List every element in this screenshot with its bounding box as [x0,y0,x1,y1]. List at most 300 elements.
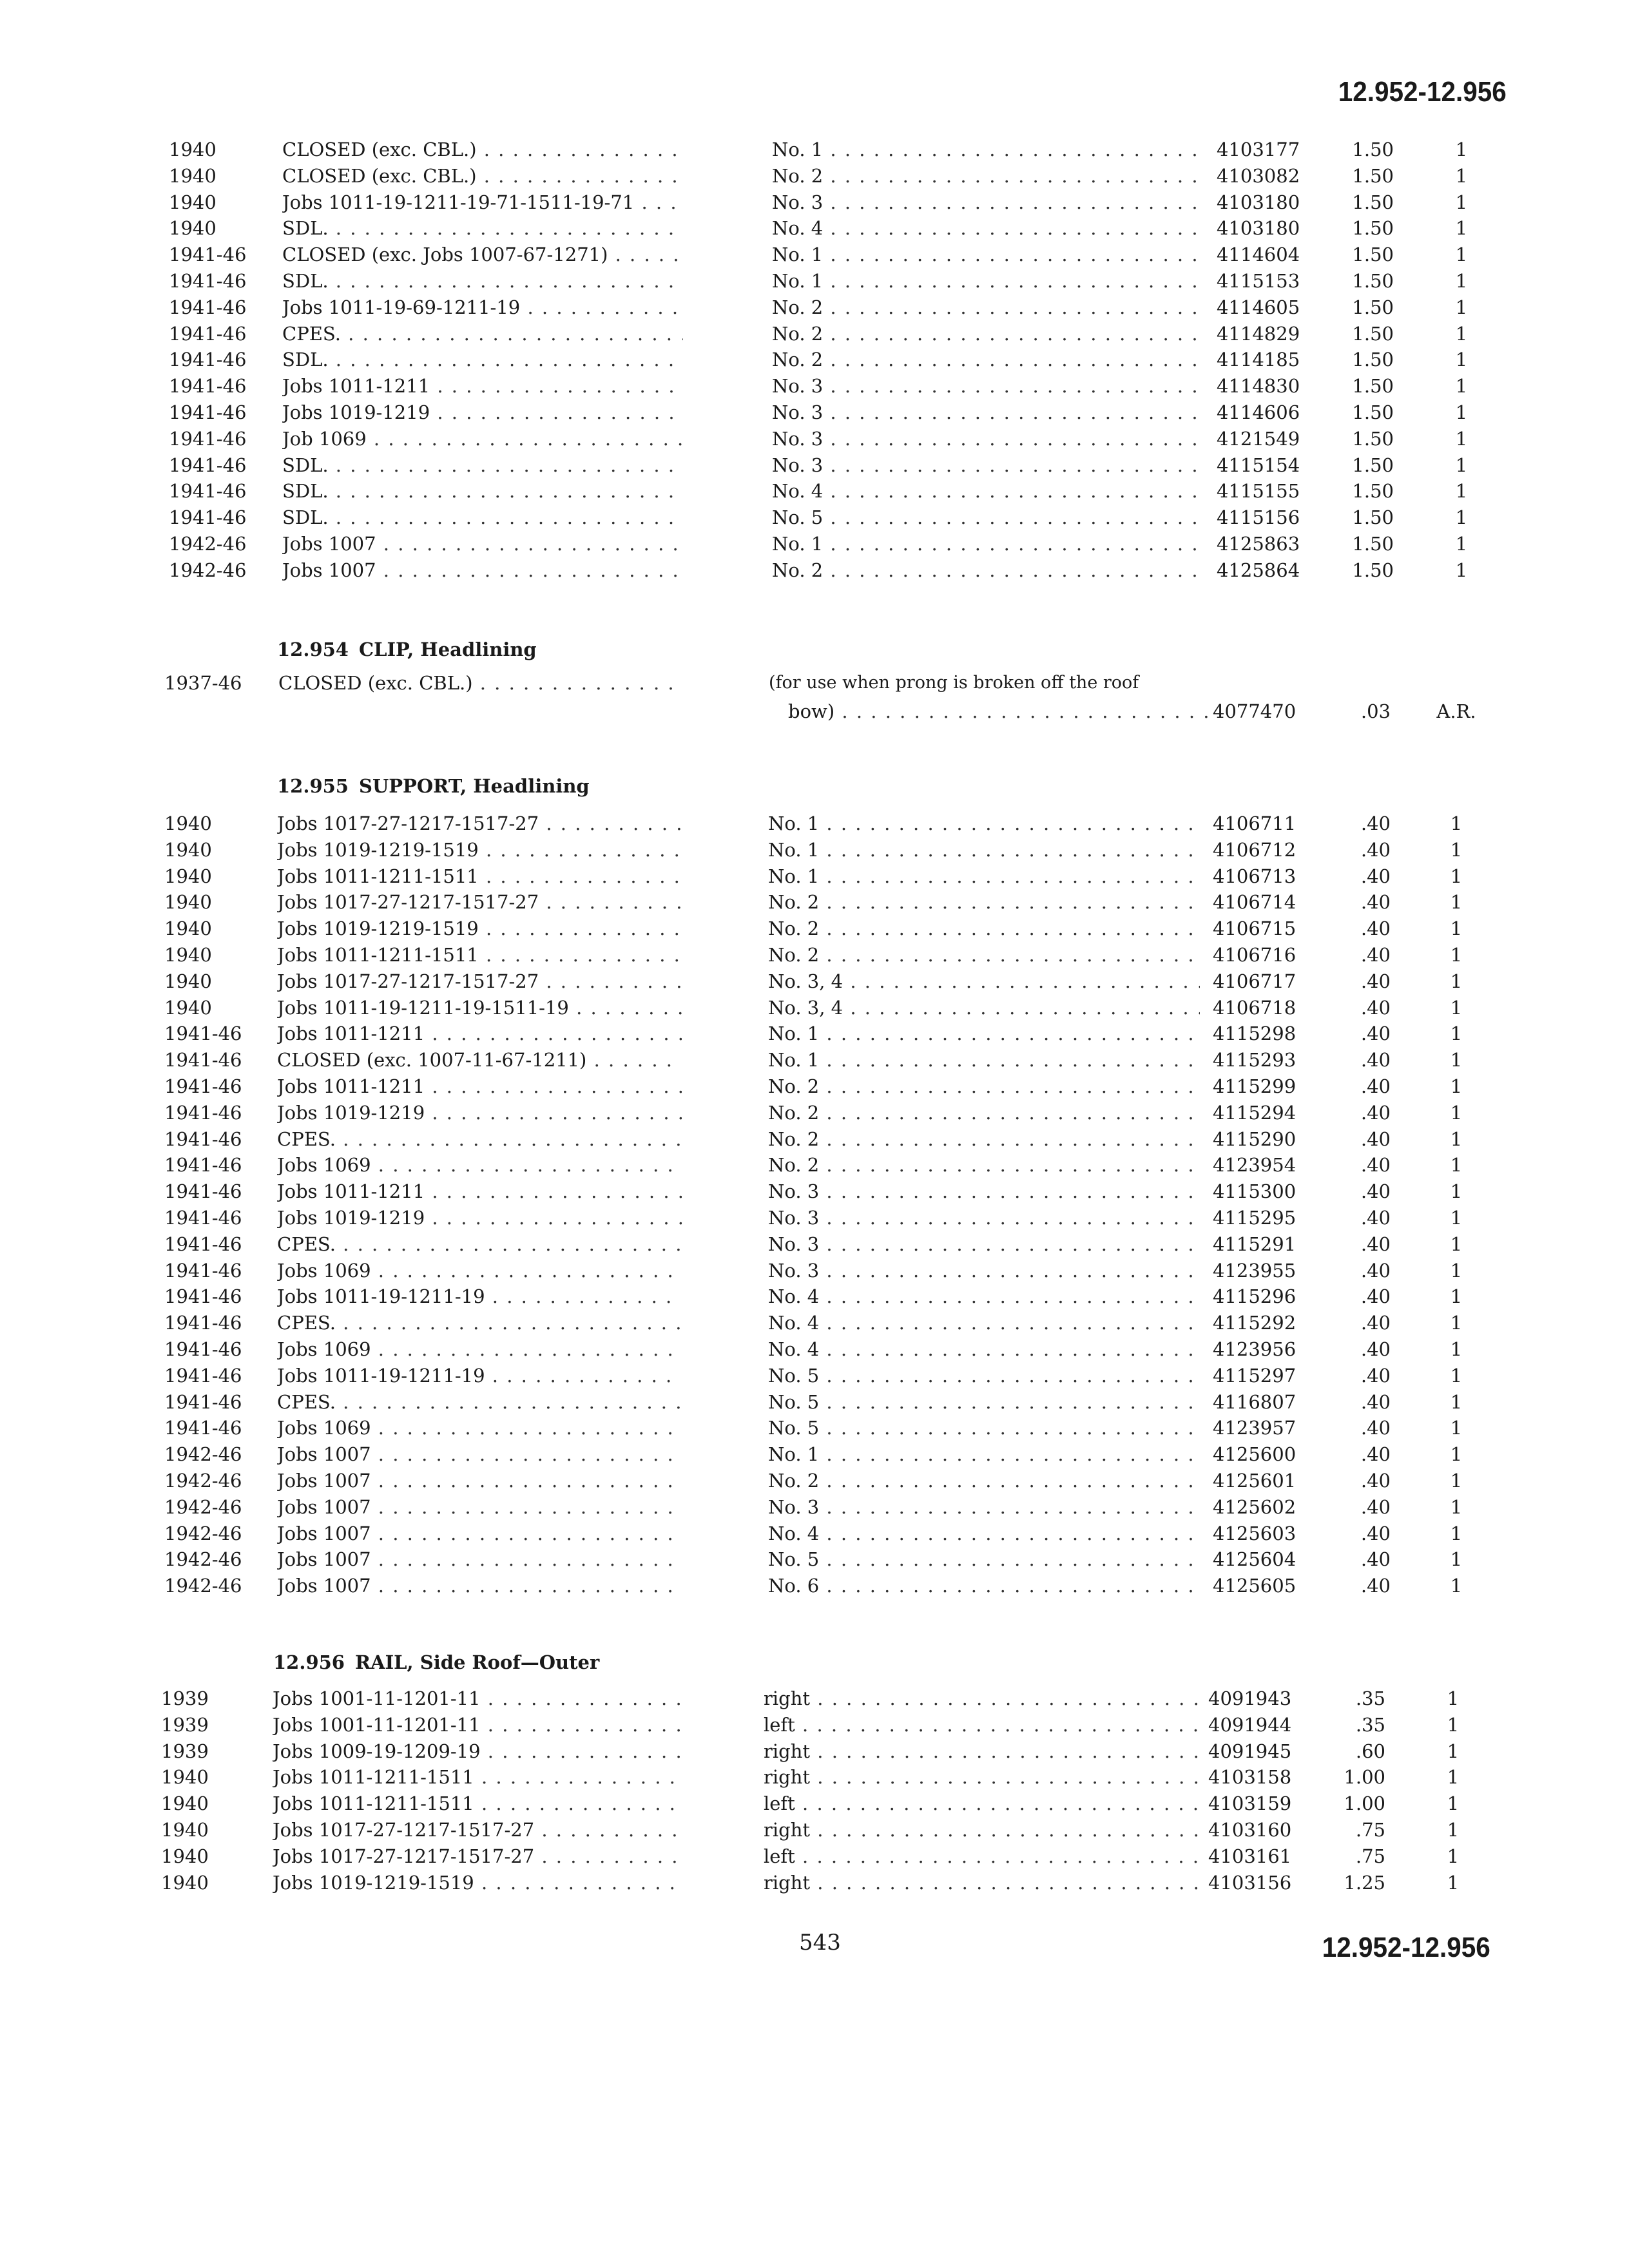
price-cell: .40 [1360,1364,1391,1387]
year-cell: 1941-46 [164,1023,242,1045]
price-cell: .40 [1360,1522,1391,1544]
year-cell: 1941-46 [169,296,247,318]
part-number-cell: 4125864 [1217,559,1300,581]
table-row [0,1336,1629,1363]
year-cell: 1940 [169,217,217,240]
quantity-cell: 1 [1450,1390,1463,1413]
year-cell: 1941-46 [164,1075,242,1097]
table-row [0,811,1629,837]
quantity-cell: 1 [1450,996,1463,1019]
year-cell: 1940 [169,164,217,187]
year-cell: 1940 [164,996,212,1019]
year-cell: 1942-46 [164,1548,242,1571]
year-cell: 1942-46 [164,1495,242,1518]
year-cell: 1941-46 [169,349,247,371]
model-cell: CLOSED (exc. CBL.) . . . [282,137,683,163]
model-cell: CLOSED (exc. CBL.) . . . [282,163,683,189]
model-cell: Jobs 1011-1211 . . . [282,373,683,399]
model-cell: Jobs 1069 . . . [277,1258,682,1284]
section-12956-table [0,1686,1629,1896]
table-row [0,1073,1629,1100]
price-cell: .40 [1360,1128,1391,1150]
position-cell: No. 1 . . . [768,863,1200,890]
model-cell: Jobs 1011-1211 . . . [277,1021,682,1047]
price-cell: .40 [1360,1338,1391,1360]
quantity-cell: 1 [1450,812,1463,834]
table-row [0,668,1629,698]
position-cell: No. 1 . . . [768,1047,1200,1073]
part-number-cell: 4077470 [1213,700,1296,722]
table-row [0,1712,1629,1738]
quantity-cell: 1 [1450,838,1463,861]
price-cell: .40 [1360,1575,1391,1597]
position-cell: No. 1 . . . [772,268,1200,294]
part-number-cell: 4106715 [1213,918,1296,940]
position-cell: No. 4 . . . [772,215,1200,242]
model-cell: Jobs 1019-1219 . . . [277,1205,682,1231]
model-cell: SDL. . . . [282,452,683,479]
part-number-cell: 4123955 [1213,1259,1296,1282]
table-row-continuation [0,698,1629,724]
year-cell: 1942-46 [164,1575,242,1597]
position-cell: No. 4 . . . [768,1283,1200,1310]
part-number-cell: 4115294 [1213,1101,1296,1124]
position-cell: No. 5 . . . [768,1546,1200,1573]
position-cell: No. 2 . . . [772,321,1200,347]
price-cell: .35 [1355,1687,1385,1709]
model-cell: Jobs 1007 . . . [277,1573,682,1599]
part-number-cell: 4125602 [1213,1495,1296,1518]
model-cell: SDL. . . . [282,505,683,531]
position-cell: No. 2 . . . [768,889,1200,916]
quantity-cell: 1 [1450,1233,1463,1255]
quantity-cell: 1 [1450,1285,1463,1308]
year-cell: 1941-46 [169,480,247,503]
position-cell: No. 2 . . . [768,1126,1200,1153]
part-number-cell: 4103161 [1208,1845,1292,1867]
quantity-cell: 1 [1450,1259,1463,1282]
part-number-cell: 4125604 [1213,1548,1296,1571]
part-number-cell: 4115300 [1213,1180,1296,1203]
quantity-cell: 1 [1450,918,1463,940]
position-cell: No. 1 . . . [772,137,1200,163]
table-row [0,1546,1629,1573]
table-row [0,1521,1629,1547]
table-row [0,1258,1629,1284]
quantity-cell: 1 [1450,1469,1463,1492]
quantity-cell: 1 [1450,943,1463,966]
position-cell: No. 2 . . . [768,1152,1200,1178]
table-row [0,1817,1629,1843]
quantity-cell: 1 [1455,454,1468,476]
part-number-cell: 4106711 [1213,812,1296,834]
price-cell: 1.00 [1344,1766,1385,1789]
model-cell: Jobs 1001-11-1201-11 . . . [273,1712,680,1738]
model-cell: SDL. . . . [282,268,683,294]
table-row [0,1021,1629,1047]
part-number-cell: 4115291 [1213,1233,1296,1255]
section-name: SUPPORT, Headlining [359,775,590,797]
price-cell: .40 [1360,1443,1391,1466]
year-cell: 1942-46 [164,1469,242,1492]
table-row [0,426,1629,452]
part-number-cell: 4123954 [1213,1154,1296,1177]
table-row [0,1791,1629,1817]
price-cell: 1.50 [1352,532,1394,555]
position-cell: No. 3 . . . [768,1494,1200,1521]
quantity-cell: 1 [1450,1075,1463,1097]
position-cell: No. 2 . . . [768,916,1200,942]
part-number-cell: 4115153 [1217,269,1300,292]
part-number-cell: 4115299 [1213,1075,1296,1097]
model-cell: Jobs 1017-27-1217-1517-27 . . . [277,889,682,916]
part-number-cell: 4125601 [1213,1469,1296,1492]
price-cell: 1.50 [1352,269,1394,292]
price-cell: .40 [1360,970,1391,992]
table-row [0,1363,1629,1389]
position-cell: No. 5 . . . [772,505,1200,531]
table-row [0,347,1629,373]
price-cell: 1.50 [1352,480,1394,503]
year-cell: 1941-46 [169,375,247,398]
part-number-cell: 4106714 [1213,891,1296,914]
price-cell: .40 [1360,1049,1391,1072]
position-cell: No. 2 . . . [768,1073,1200,1100]
model-cell: CLOSED (exc. Jobs 1007-67-1271) . . . [282,242,683,268]
part-number-cell: 4106717 [1213,970,1296,992]
price-cell: .40 [1360,1075,1391,1097]
table-row [0,1389,1629,1416]
model-cell: Jobs 1011-19-1211-19 . . . [277,1283,682,1310]
model-cell: SDL. . . . [282,347,683,373]
part-number-cell: 4125600 [1213,1443,1296,1466]
model-cell: Jobs 1007 . . . [277,1441,682,1468]
price-cell: .40 [1360,1469,1391,1492]
position-cell: No. 1 . . . [772,242,1200,268]
quantity-cell: 1 [1455,349,1468,371]
table-row [0,995,1629,1021]
position-cell: No. 3, 4 . . . [768,968,1200,995]
position-cell: right . . . [764,1738,1199,1765]
model-cell: CPES. . . . [282,321,683,347]
year-cell: 1941-46 [164,1259,242,1282]
section-12955-table [0,811,1629,1599]
section-title [277,631,1629,668]
position-cell: No. 2 . . . [772,347,1200,373]
model-cell: Jobs 1001-11-1201-11 . . . [273,1686,680,1712]
year-cell: 1940 [164,918,212,940]
position-cell: No. 3 . . . [768,1178,1200,1205]
model-cell: Job 1069 . . . [282,426,683,452]
part-number-cell: 4091945 [1208,1740,1292,1762]
quantity-cell: 1 [1447,1845,1460,1867]
price-cell: .75 [1355,1845,1385,1867]
price-cell: 1.25 [1344,1871,1385,1894]
position-cell: No. 1 . . . [768,811,1200,837]
quantity-cell: 1 [1450,1312,1463,1334]
position-cell: No. 2 . . . [772,557,1200,584]
model-cell: Jobs 1007 . . . [282,557,683,584]
part-number-cell: 4116807 [1213,1390,1296,1413]
table-row [0,942,1629,968]
price-cell: .40 [1360,1259,1391,1282]
quantity-cell: 1 [1455,322,1468,345]
quantity-cell: 1 [1455,559,1468,581]
model-cell: CPES. . . . [277,1126,682,1153]
quantity-cell: 1 [1455,191,1468,213]
model-cell: Jobs 1011-1211-1511 . . . [273,1791,680,1817]
year-cell: 1941-46 [164,1233,242,1255]
year-cell: 1937-46 [164,672,242,694]
part-number-cell: 4091944 [1208,1713,1292,1736]
quantity-cell: 1 [1447,1792,1460,1815]
part-number-cell: 4115297 [1213,1364,1296,1387]
quantity-cell: 1 [1450,865,1463,887]
year-cell: 1940 [164,970,212,992]
year-cell: 1942-46 [164,1522,242,1544]
part-number-cell: 4091943 [1208,1687,1292,1709]
part-number-cell: 4114829 [1217,322,1300,345]
table-row [0,1152,1629,1178]
model-cell: CLOSED (exc. 1007-11-67-1211) . . . [277,1047,682,1073]
quantity-cell: 1 [1455,269,1468,292]
part-number-cell: 4114830 [1217,375,1300,398]
position-cell: No. 4 . . . [772,478,1200,505]
section-title [273,1644,1629,1680]
price-cell: .60 [1355,1740,1385,1762]
part-number-cell: 4115295 [1213,1206,1296,1229]
table-row [0,137,1629,163]
year-cell: 1942-46 [169,532,247,555]
position-cell: No. 6 . . . [768,1573,1200,1599]
table-row [0,916,1629,942]
price-cell: .40 [1360,996,1391,1019]
model-cell: Jobs 1011-1211-1511 . . . [277,942,682,968]
quantity-cell: 1 [1450,1023,1463,1045]
price-cell: 1.50 [1352,244,1394,266]
table-row [0,1283,1629,1310]
model-cell: Jobs 1007 . . . [277,1521,682,1547]
model-cell: Jobs 1069 . . . [277,1415,682,1441]
position-cell: No. 5 . . . [768,1389,1200,1416]
position-cell: No. 3 . . . [772,452,1200,479]
table-row [0,531,1629,557]
model-cell: Jobs 1019-1219-1519 . . . [277,916,682,942]
price-cell: 1.50 [1352,427,1394,450]
table-row [0,1843,1629,1870]
model-cell: Jobs 1069 . . . [277,1152,682,1178]
table-row [0,1494,1629,1521]
year-cell: 1941-46 [164,1417,242,1439]
price-cell: .40 [1360,1233,1391,1255]
year-cell: 1939 [161,1740,209,1762]
part-number-cell: 4103159 [1208,1792,1292,1815]
year-cell: 1941-46 [164,1390,242,1413]
year-cell: 1941-46 [169,244,247,266]
table-row [0,863,1629,890]
table-row [0,268,1629,294]
table-row [0,478,1629,505]
quantity-cell: 1 [1447,1713,1460,1736]
price-cell: 1.50 [1352,506,1394,529]
part-number-cell: 4115293 [1213,1049,1296,1072]
price-cell: .03 [1360,700,1391,722]
part-number-cell: 4106713 [1213,865,1296,887]
position-cell: No. 1 . . . [772,531,1200,557]
model-cell: Jobs 1011-19-1211-19 . . . [277,1363,682,1389]
year-cell: 1941-46 [164,1180,242,1203]
usage-note-continued: bow) . . . [769,698,1217,724]
quantity-cell: 1 [1455,296,1468,318]
table-row [0,1764,1629,1791]
model-cell: Jobs 1017-27-1217-1517-27 . . . [273,1843,680,1870]
part-number-cell: 4103180 [1217,191,1300,213]
section-number: 12.955 [277,775,349,797]
year-cell: 1941-46 [169,401,247,423]
table-row [0,189,1629,216]
position-cell: No. 4 . . . [768,1336,1200,1363]
position-cell: left . . . [764,1843,1199,1870]
quantity-cell: 1 [1455,164,1468,187]
year-cell: 1941-46 [169,506,247,529]
part-number-cell: 4121549 [1217,427,1300,450]
section-12953-table [0,137,1629,584]
model-cell: CLOSED (exc. CBL.) . . . [278,668,679,698]
model-cell: Jobs 1009-19-1209-19 . . . [273,1738,680,1765]
position-cell: left . . . [764,1791,1199,1817]
year-cell: 1940 [164,943,212,966]
model-cell: Jobs 1019-1219-1519 . . . [277,837,682,863]
year-cell: 1941-46 [169,269,247,292]
price-cell: .40 [1360,1312,1391,1334]
year-cell: 1941-46 [164,1338,242,1360]
part-number-cell: 4103180 [1217,217,1300,240]
price-cell: .40 [1360,865,1391,887]
model-cell: Jobs 1007 . . . [282,531,683,557]
quantity-cell: 1 [1450,1101,1463,1124]
year-cell: 1941-46 [164,1154,242,1177]
quantity-cell: 1 [1450,1417,1463,1439]
position-cell: No. 4 . . . [768,1521,1200,1547]
position-cell: No. 3 . . . [768,1258,1200,1284]
table-row [0,1738,1629,1765]
position-cell: No. 3 . . . [768,1205,1200,1231]
position-cell: right . . . [764,1817,1199,1843]
year-cell: 1941-46 [164,1312,242,1334]
quantity-cell: 1 [1447,1740,1460,1762]
table-row [0,321,1629,347]
part-number-cell: 4114606 [1217,401,1300,423]
quantity-cell: 1 [1450,1338,1463,1360]
quantity-cell: 1 [1455,480,1468,503]
position-cell: No. 2 . . . [768,1468,1200,1494]
model-cell: Jobs 1011-1211 . . . [277,1073,682,1100]
price-cell: 1.50 [1352,139,1394,160]
price-cell: .40 [1360,1285,1391,1308]
table-row [0,505,1629,531]
section-name: CLIP, Headlining [359,639,537,660]
price-cell: 1.50 [1352,322,1394,345]
quantity-cell: 1 [1450,1049,1463,1072]
quantity-cell: 1 [1450,1128,1463,1150]
table-row [0,1047,1629,1073]
page-number: 543 [799,1930,841,1956]
quantity-cell: 1 [1455,427,1468,450]
model-cell: CPES. . . . [277,1231,682,1258]
model-cell: Jobs 1007 . . . [277,1494,682,1521]
quantity-cell: 1 [1455,401,1468,423]
model-cell: Jobs 1011-19-1211-19-71-1511-19-71 . . . [282,189,683,216]
model-cell: Jobs 1011-1211-1511 . . . [277,863,682,890]
position-cell: right . . . [764,1686,1199,1712]
part-number-cell: 4106716 [1213,943,1296,966]
part-number-cell: 4125603 [1213,1522,1296,1544]
year-cell: 1941-46 [169,322,247,345]
year-cell: 1939 [161,1687,209,1709]
model-cell: Jobs 1007 . . . [277,1546,682,1573]
part-number-cell: 4115296 [1213,1285,1296,1308]
quantity-cell: 1 [1455,506,1468,529]
model-cell: Jobs 1019-1219 . . . [277,1100,682,1126]
year-cell: 1940 [161,1792,209,1815]
quantity-cell: 1 [1455,532,1468,555]
quantity-cell: 1 [1447,1687,1460,1709]
model-cell: Jobs 1007 . . . [277,1468,682,1494]
model-cell: Jobs 1011-1211-1511 . . . [273,1764,680,1791]
model-cell: SDL. . . . [282,215,683,242]
quantity-cell: 1 [1447,1871,1460,1894]
table-row [0,889,1629,916]
quantity-cell: 1 [1455,139,1468,160]
position-cell: No. 3 . . . [772,189,1200,216]
position-cell: right . . . [764,1870,1199,1896]
position-cell: No. 2 . . . [772,163,1200,189]
part-number-cell: 4115156 [1217,506,1300,529]
table-row [0,294,1629,321]
quantity-cell: 1 [1450,1180,1463,1203]
year-cell: 1940 [164,891,212,914]
price-cell: 1.50 [1352,164,1394,187]
section-name: RAIL, Side Roof—Outer [355,1651,600,1673]
page-footer-range: 12.952-12.956 [1322,1932,1490,1963]
table-row [0,1686,1629,1712]
part-number-cell: 4123956 [1213,1338,1296,1360]
quantity-cell: 1 [1450,1206,1463,1229]
year-cell: 1941-46 [164,1128,242,1150]
part-number-cell: 4115292 [1213,1312,1296,1334]
quantity-cell: 1 [1450,1548,1463,1571]
section-title [277,768,1629,804]
price-cell: 1.00 [1344,1792,1385,1815]
quantity-cell: 1 [1450,891,1463,914]
table-row [0,163,1629,189]
position-cell: No. 3 . . . [772,373,1200,399]
quantity-cell: 1 [1450,1364,1463,1387]
part-number-cell: 4123957 [1213,1417,1296,1439]
year-cell: 1941-46 [169,454,247,476]
price-cell: .40 [1360,1417,1391,1439]
table-row [0,1310,1629,1336]
quantity-cell: 1 [1455,244,1468,266]
quantity-cell: 1 [1450,1575,1463,1597]
price-cell: .40 [1360,838,1391,861]
year-cell: 1940 [161,1766,209,1789]
model-cell: SDL. . . . [282,478,683,505]
part-number-cell: 4114605 [1217,296,1300,318]
year-cell: 1939 [161,1713,209,1736]
table-row [0,1178,1629,1205]
table-row [0,1126,1629,1153]
